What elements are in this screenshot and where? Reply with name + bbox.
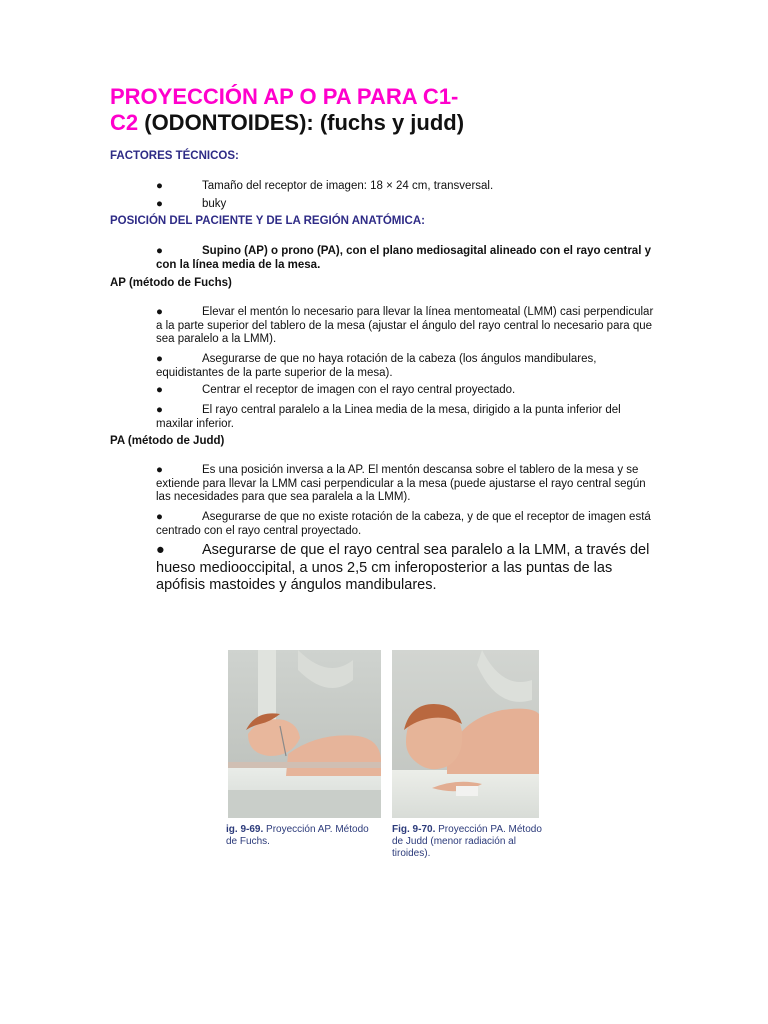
figure-pa-judd-caption <box>392 824 542 860</box>
bullet-icon: ● <box>156 404 163 416</box>
factores-heading: FACTORES TÉCNICOS: <box>110 150 239 162</box>
bullet-icon: ● <box>156 245 163 257</box>
bullet-icon: ● <box>156 353 163 365</box>
list-item: ● Centrar el receptor de imagen con el rayo central proyectado. <box>156 384 516 396</box>
figure-ap-fuchs-caption <box>226 824 381 848</box>
list-item: ● El rayo central paralelo a la Linea media de la mesa, dirigido a la punta inferior del maxilar inferior. <box>156 404 621 430</box>
patient-supine-illustration <box>228 650 381 818</box>
bullet-icon: ● <box>156 198 163 210</box>
patient-prone-illustration <box>392 650 539 818</box>
list-item: ● Tamaño del receptor de imagen: 18 × 24 cm, transversal. <box>156 180 494 192</box>
figure-number: ig. 9-69. <box>226 824 264 835</box>
pa-heading: PA (método de Judd) <box>110 435 225 447</box>
bullet-icon: ● <box>156 180 163 192</box>
title-pink-line2: C2 <box>110 110 139 135</box>
bullet-icon: ● <box>156 464 163 476</box>
bullet-icon: ● <box>156 511 163 523</box>
list-item: ● Asegurarse de que no haya rotación de la cabeza (los ángulos mandibulares, equidistantes de la parte superior de la mesa). <box>156 353 597 379</box>
list-item: ● buky <box>156 198 227 210</box>
page-title <box>110 84 670 136</box>
list-item: ● Es una posición inversa a la AP. El mentón descansa sobre el tablero de la mesa y se extiende para llevar la LMM casi perpendicular a la mesa (puede ajustarse el rayo central según las necesidades para que sea paralela a la LMM). <box>156 464 646 503</box>
bullet-icon: ● <box>156 306 163 318</box>
figure-caption-text: Proyección PA. Método de Judd (menor radiación al tiroides). <box>392 824 542 859</box>
figure-pa-judd-photo <box>392 650 539 818</box>
figure-number: Fig. 9-70. <box>392 824 436 835</box>
bullet-icon: ● <box>156 542 165 558</box>
figure-ap-fuchs-photo <box>228 650 381 818</box>
title-pink-line1: PROYECCIÓN AP O PA PARA C1- <box>110 84 459 109</box>
figure-caption-text: Proyección AP. Método de Fuchs. <box>226 824 369 847</box>
list-item: ● Elevar el mentón lo necesario para llevar la línea mentomeatal (LMM) casi perpendicular a la parte superior del tablero de la mesa (ajustar el ángulo del rayo central lo necesario para que sea paralelo a la LMM). <box>156 306 654 345</box>
document-page <box>110 84 670 593</box>
list-item: ● Asegurarse de que no existe rotación de la cabeza, y de que el receptor de imagen está centrado con el rayo central proyectado. <box>156 511 651 537</box>
bullet-icon: ● <box>156 384 163 396</box>
title-black: (ODONTOIDES): (fuchs y judd) <box>138 110 465 135</box>
ap-heading: AP (método de Fuchs) <box>110 277 232 289</box>
list-item: ● Supino (AP) o prono (PA), con el plano mediosagital alineado con el rayo central y con la línea media de la mesa. <box>156 245 651 271</box>
posicion-heading: POSICIÓN DEL PACIENTE Y DE LA REGIÓN ANATÓMICA: <box>110 215 425 227</box>
list-item: ● Asegurarse de que el rayo central sea paralelo a la LMM, a través del hueso mediooccipital, a unos 2,5 cm inferoposterior a las puntas de las apófisis mastoides y ángulos mandibulares. <box>156 542 650 593</box>
